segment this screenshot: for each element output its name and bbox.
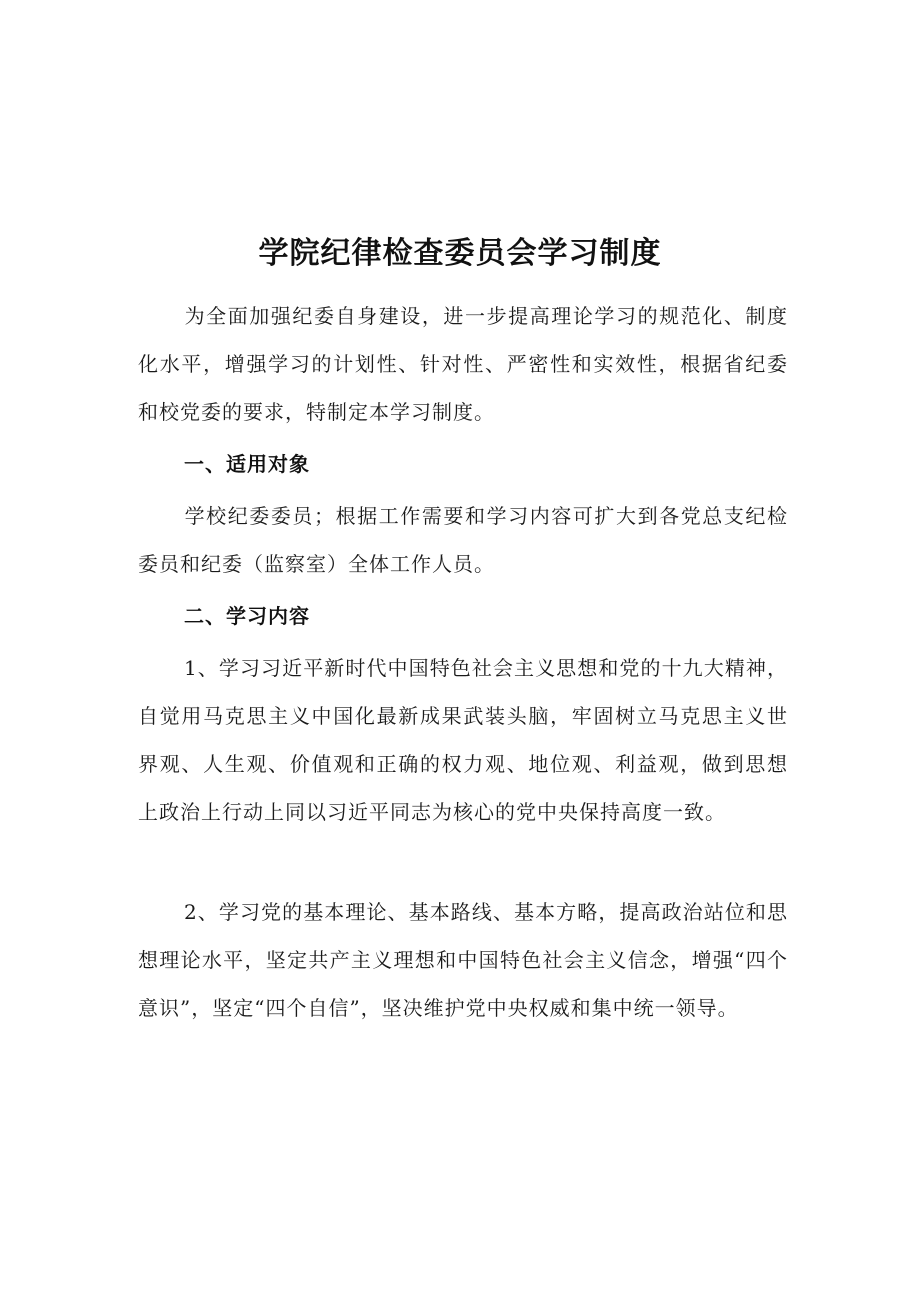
scope-paragraph bbox=[138, 492, 788, 588]
section-heading-content: 二、学习内容 bbox=[184, 604, 310, 628]
intro-paragraph bbox=[138, 292, 788, 436]
scope-text: 学校纪委委员；根据工作需要和学习内容可扩大到各党总支纪检委员和纪委（监察室）全体工作人员。 bbox=[138, 504, 788, 576]
intro-text: 为全面加强纪委自身建设，进一步提高理论学习的规范化、制度化水平，增强学习的计划性、针对性、严密性和实效性，根据省纪委和校党委的要求，特制定本学习制度。 bbox=[138, 304, 788, 424]
content-paragraph-2 bbox=[138, 888, 788, 1032]
content-paragraph-1 bbox=[138, 644, 788, 836]
section-heading-scope: 一、适用对象 bbox=[184, 452, 310, 476]
content-text-1: 1、学习习近平新时代中国特色社会主义思想和党的十九大精神，自觉用马克思主义中国化最新成果武装头脑，牢固树立马克思主义世界观、人生观、价值观和正确的权力观、地位观、利益观，做到思想上政治上行动上同以习近平同志为核心的党中央保持高度一致。 bbox=[138, 656, 788, 824]
content-text-2: 2、学习党的基本理论、基本路线、基本方略，提高政治站位和思想理论水平，坚定共产主义理想和中国特色社会主义信念，增强“四个意识”，坚定“四个自信”，坚决维护党中央权威和集中统一领导。 bbox=[138, 900, 788, 1020]
document-title: 学院纪律检查委员会学习制度 bbox=[258, 236, 662, 272]
